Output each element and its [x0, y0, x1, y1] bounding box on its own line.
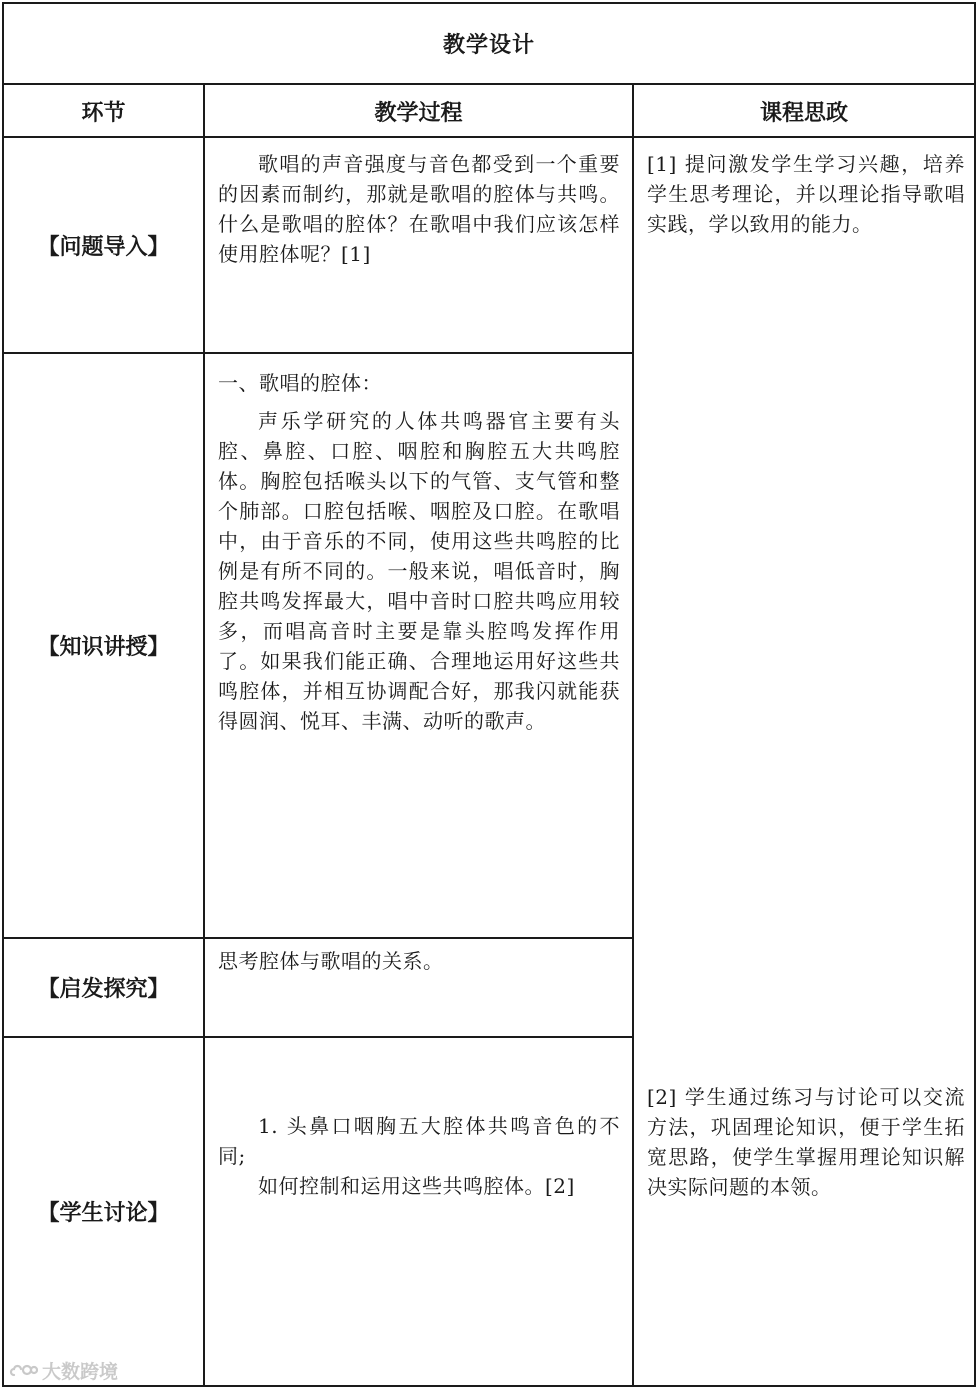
- table-border-col2: [632, 83, 634, 1387]
- process-inquiry-text: 思考腔体与歌唱的关系。: [218, 949, 444, 973]
- process-knowledge-heading: 一、歌唱的腔体：: [218, 371, 382, 395]
- document-title: 教学设计: [442, 32, 535, 58]
- process-discussion-item-1: 1. 头鼻口咽胸五大腔体共鸣音色的不同;: [218, 1114, 620, 1168]
- stage-student-discussion: 【学生讨论】: [37, 1201, 170, 1226]
- process-question-intro-text: 歌唱的声音强度与音色都受到一个重要的因素而制约，那就是歌唱的腔体与共鸣。什么是歌唱的腔体？在歌唱中我们应该怎样使用腔体呢？[1]: [218, 152, 620, 266]
- stage-knowledge-teaching: 【知识讲授】: [37, 635, 170, 660]
- process-question-intro: [218, 149, 620, 269]
- table-border-right: [974, 2, 976, 1387]
- ideology-note-1: [1] 提问激发学生学习兴趣，培养学生思考理论，并以理论指导歌唱实践，学以致用的能力。: [647, 152, 965, 236]
- process-inquiry: [218, 946, 620, 976]
- stage-inquiry: 【启发探究】: [37, 977, 170, 1002]
- process-discussion-item-2: 如何控制和运用这些共鸣腔体。[2]: [258, 1174, 575, 1198]
- watermark-text: 大数跨境: [42, 1360, 119, 1383]
- header-process: 教学过程: [374, 100, 463, 126]
- table-border-title-bottom: [2, 83, 976, 85]
- header-stage: 环节: [81, 100, 126, 126]
- watermark-logo-icon: [8, 1361, 38, 1379]
- watermark: [8, 1356, 118, 1384]
- process-knowledge-text: 声乐学研究的人体共鸣器官主要有头腔、鼻腔、口腔、咽腔和胸腔五大共鸣腔体。胸腔包括喉头以下的气管、支气管和整个肺部。口腔包括喉、咽腔及口腔。在歌唱中，由于音乐的不同，使用这些共鸣腔的比例是有所不同的。一般来说，唱低音时，胸腔共鸣发挥最大，唱中音时口腔共鸣应用较多，而唱高音时主要是靠头腔鸣发挥作用了。如果我们能正确、合理地运用好这些共鸣腔体，并相互协调配合好，那我闪就能获得圆润、悦耳、丰满、动听的歌声。: [218, 409, 620, 733]
- table-border-col1: [203, 83, 205, 1387]
- ideology-note-2: [2] 学生通过练习与讨论可以交流方法，巩固理论知识，便于学生拓宽思路，使学生掌握用理论知识解决实际问题的本领。: [647, 1085, 965, 1199]
- header-ideology: 课程思政: [759, 100, 848, 126]
- process-student-discussion: [218, 1111, 620, 1201]
- stage-question-intro: 【问题导入】: [37, 234, 170, 260]
- process-knowledge-teaching: [218, 368, 620, 736]
- table-border-bottom: [2, 1385, 976, 1387]
